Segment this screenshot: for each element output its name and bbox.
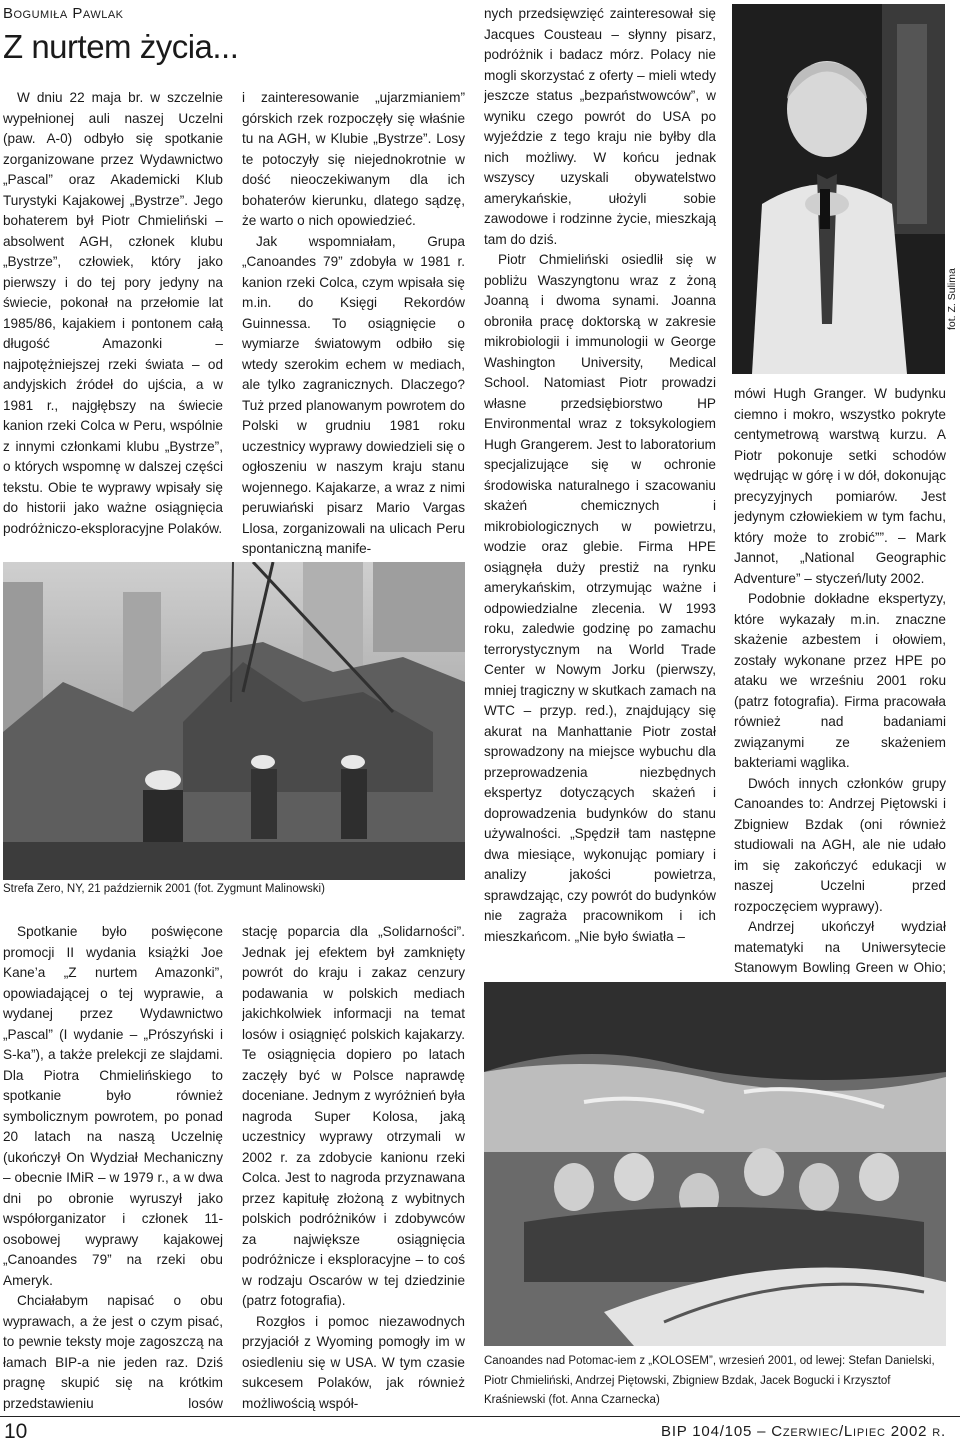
portrait-credit: fot. Z. Sulima [946,268,958,330]
canoandes-caption: Canoandes nad Potomac-iem z „KOLOSEM”, wrzesień 2001, od lewej: Stefan Danielski, Piotr Chmieliński, Andrzej Piętowski, Zbigniew Bzdak, Jacek Bogucki i Krzysztof Kraśniewski (fot. Anna Czarnecka) [484,1355,935,1406]
paragraph: Chciałabym napisać o obu wyprawach, a że jest o czym pisać, to pewnie teksty moje zagoszczą na łamach BIP-a nie jeden raz. Dziś pragnę skupić się na krótkim przedstawieniu losów [3,1293,223,1411]
paragraph: W dniu 22 maja br. w szczelnie wypełnionej auli naszej Uczelni (paw. A-0) odbyło się spotkanie zorganizowane przez Wydawnictwo „Pascal” oraz Akademicki Klub Turystyki Kajakowej „Bystrze”. Jego bohaterem był Piotr Chmieliński – absolwent AGH, członek klubu „Bystrze”, człowiek, który jako pierwszy i do tej pory jedyny na świecie, pokonał na przełomie lat 1985/86, kajakiem i pontonem całą długość Amazonki – najpotężniejszej rzeki świata – od andyjskich źródeł do ujścia, a w 1981 r., najgłębszy na świecie kanion rzeki Colca w Peru, wspólnie z innymi członkami klubu „Bystrze”, o których wspomnę w dalszej części tekstu. Obie te wyprawy wpisały się do historii jako ważne osiągnięcia podróżniczo-eksploracyjne Polaków. [3,90,223,536]
paragraph: Dwóch innych członków grupy Canoandes to: Andrzej Piętowski i Zbigniew Bzdak (oni również studiowali na AGH, ale nie udało im się zakończyć edukacji w naszej Uczelni przed rozpoczęciem wyprawy). [734,775,946,914]
canoandes-group-photo [484,982,946,1346]
ground-zero-caption: Strefa Zero, NY, 21 październik 2001 (fot. Zygmunt Malinowski) [3,883,325,895]
portrait-image [732,4,945,374]
article-column-4 [734,384,946,974]
paragraph: stację poparcia dla „Solidarności”. Jednak jej efektem był zamknięty powrót do kraju i zakaz cenzury podawania w polskich mediach jakichkolwiek informacji na temat losów i osiągnięć polskich kajakarzy. Te osiągnięcia dopiero po latach zaczęły być w Polsce naprawdę doceniane. Jednym z wyróżnień była nagroda Super Kolosa, jaką uczestnicy wyprawy otrzymali w 2002 r. za zdobycie kanionu rzeki Colca. Jest to nagroda przyznawana przez kapitułę złożoną z wybitnych polskich podróżników i zdobywców za największe osiągnięcia podróżnicze i eksploracyjne – to coś w rodzaju Oscarów w tej dziedzinie (patrz fotografia). [242,924,465,1308]
article-title: Z nurtem życia... [3,28,239,65]
article-column-2-bottom [242,922,465,1414]
article-column-1-top [3,88,223,558]
page-number: 10 [4,1420,28,1443]
portrait-photo [732,4,945,374]
article-column-2-top [242,88,465,558]
footer-divider [0,1416,960,1417]
ground-zero-photo [3,562,465,880]
author-name: Bogumiła Pawlak [3,5,124,22]
paragraph: i zainteresowanie „ujarzmianiem” górskich rzek rozpoczęły się właśnie tu na AGH, w Klubie „Bystrze”. Losy te potoczyły się niejednokrotnie w dość nieoczekiwanym dla ich bohaterów kierunku, dlatego sądzę, że warto o nich opowiedzieć. [242,90,465,228]
paragraph: Rozgłos i pomoc niezawodnych przyjaciół z Wyoming pomogły im w osiedleniu się w USA. W tym czasie sukcesem Polaków, jak również możliwością współ- [242,1313,465,1411]
article-column-3 [484,4,716,976]
paragraph: Spotkanie było poświęcone promocji II wydania książki Joe Kane’a „Z nurtem Amazonki”, opowiadającej o tej wyprawie, a wydanej przez Wydawnictwo „Pascal” (I wydanie – „Prószyński i S-ka”), a także prelekcji ze slajdami. Dla Piotra Chmielińskiego to spotkanie było również symbolicznym powrotem, po ponad 20 latach na naszą Uczelnię (ukończył On Wydział Mechaniczny – obecnie IMiR – w 1979 r., a w dwa dni po obronie wyruszył jako współorganizator i członek 11-osobowej wyprawy kajakowej „Canoandes 79” na rzeki obu Ameryk. [3,924,223,1288]
paragraph: mówi Hugh Granger. W budynku ciemno i mokro, wszystko pokryte centymetrową warstwą kurzu. A Piotr pokonuje setki schodów wędrując w górę i w dół, dokonując precyzyjnych pomiarów. Jest jedynym człowiekiem w tym fachu, który może to zrobić””. – Mark Jannot, „National Geographic Adventure” – styczeń/luty 2002. [734,386,946,586]
canoandes-group-image [484,982,946,1346]
article-column-1-bottom [3,922,223,1414]
paragraph: Andrzej ukończył wydział matematyki na Uniwersytecie Stanowym Bowling Green w Ohio; [734,919,946,974]
paragraph: Piotr Chmieliński osiedlił się w pobliżu Waszyngtonu wraz z żoną Joanną i dwoma synami. Joanna obroniła pracę doktorską w zakresie mikrobiologii i immunologii w George Washington University, Medical School. Natomiast Piotr prowadzi własne przedsiębiorstwo HP Environmental wraz z toksykologiem Hugh Grangerem. Jest to laboratorium specjalizujące się w ochronie środowiska naturalnego i szacowaniu skażeń chemicznych i mikrobiologicznych w powietrzu, wodzie oraz glebie. Firma HPE osiągnęła duży prestiż na rynku amerykańskim, otrzymując ważne i odpowiedzialne zlecenia. W 1993 roku, zaledwie godzinę po zamachu terrorystycznym na World Trade Center w Nowym Jorku (pierwszy, mniej tragiczny w skutkach zamach na WTC – przyp. red.), znajdujący się akurat na Manhattanie Piotr został sprowadzony na miejsce wybuchu dla przeprowadzenia niezbędnych ekspertyz dotyczących skażeń i doprowadzenia budynków do stanu używalności. „Spędził tam następne dwa miesiące, wykonując pomiary i analizy jakości powietrza, sprawdzając, czy powrót do budynków nie zagraża pracownikom i ich mieszkańcom. „Nie było światła – [484,252,716,944]
paragraph: Jak wspomniałam, Grupa „Canoandes 79” zdobyła w 1981 r. kanion rzeki Colca, czym wpisała się m.in. do Księgi Rekordów Guinnessa. To osiągnięcie o wymiarze światowym odbiło się wtedy szerokim echem w mediach, ale tylko zagranicznych. Dlaczego? Tuż przed planowanym powrotem do Polski w grudniu 1981 roku uczestnicy wyprawy dowiedzieli się o ogłoszeniu w naszym kraju stanu wojennego. Kajakarze, a wraz z nimi peruwiański pisarz Mario Vargas Llosa, zorganizowali na ulicach Peru spontaniczną manife- [242,233,465,556]
paragraph: nych przedsięwzięć zainteresował się Jacques Cousteau – słynny pisarz, podróżnik i badacz mórz. Polacy nie mogli skorzystać z oferty – mieli wtedy jeszcze status „bezpaństwowców”, w wyniku czego powrót do USA po wyjeździe z tego kraju nie byłby dla nich możliwy. W końcu jednak wszyscy uzyskali obywatelstwo amerykańskie, ułożyli sobie zawodowe i rodzinne życie, mieszkają tam do dziś. [484,6,716,247]
ground-zero-image [3,562,465,880]
paragraph: Podobnie dokładne ekspertyzy, które wykazały m.in. znaczne skażenie azbestem i ołowiem, zostały wykonane przez HPE po ataku we wrześniu 2001 roku (patrz fotografia). Firma pracowała również nad badaniami związanymi ze skażeniem bakteriami wąglika. [734,591,946,770]
issue-label: BIP 104/105 – Czerwiec/Lipiec 2002 r. [661,1423,946,1440]
